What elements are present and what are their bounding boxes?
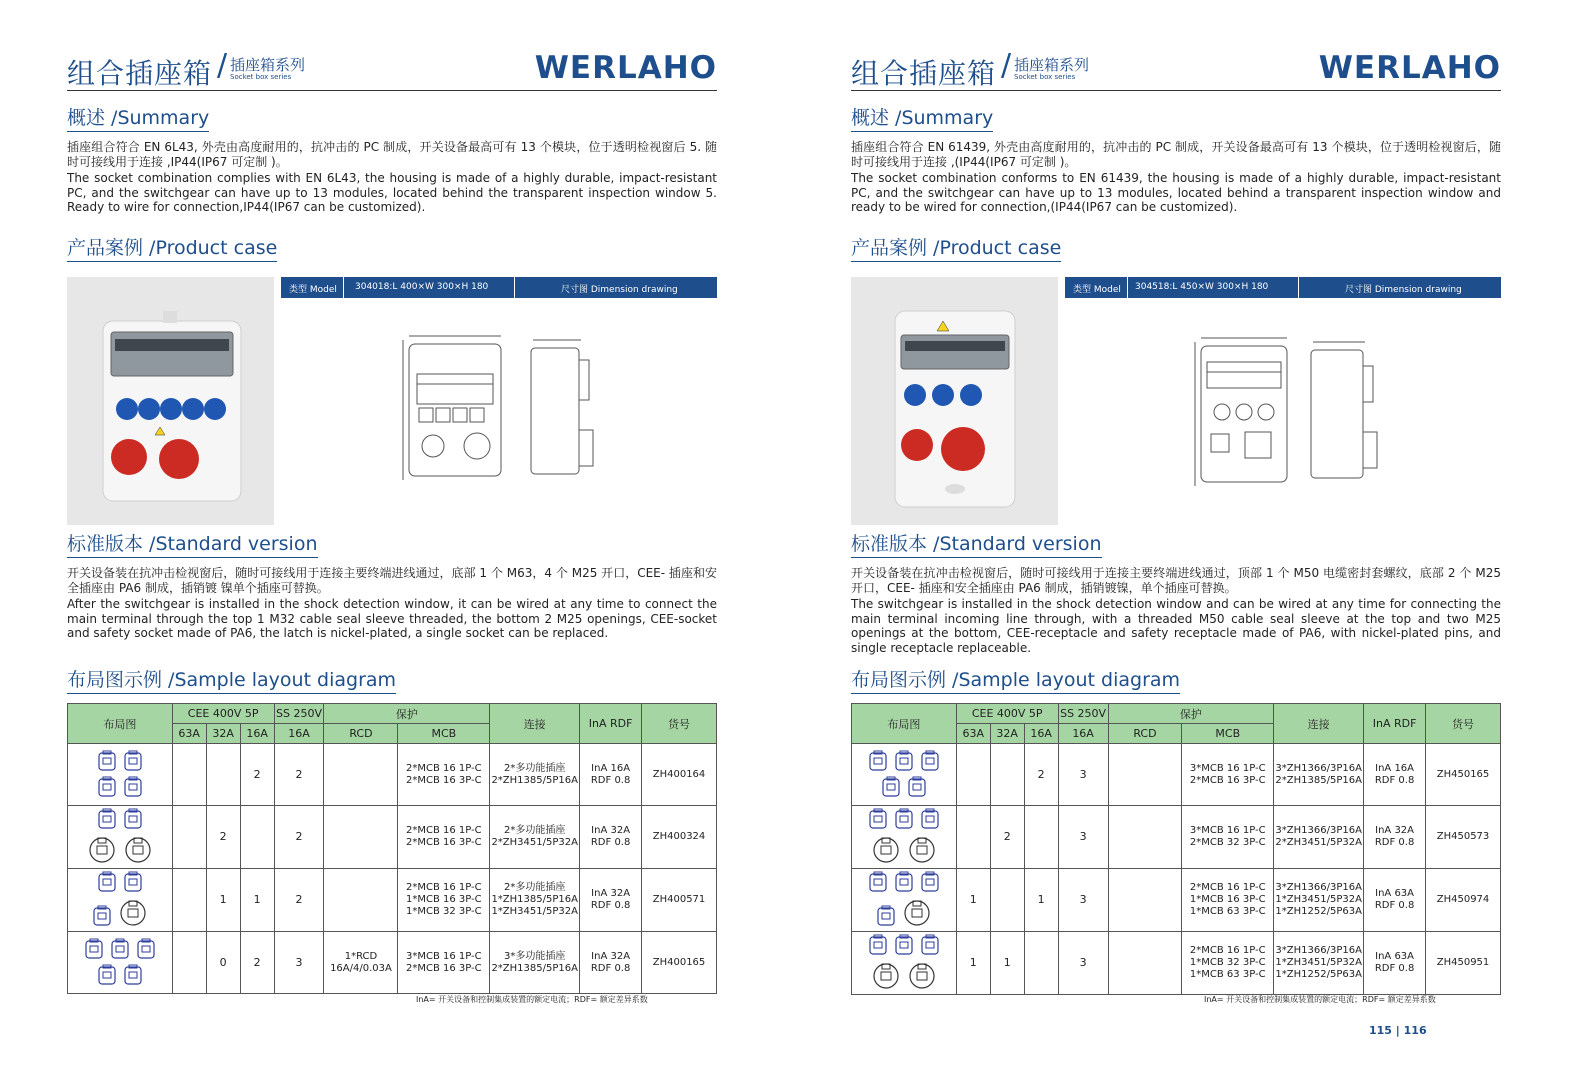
summary-title: 概述 /Summary <box>851 106 993 132</box>
col-63a: 63A <box>172 724 206 744</box>
model-value: 304518:L 450×W 300×H 180 <box>1135 282 1269 292</box>
layout-cell <box>852 806 957 869</box>
header-title: 组合插座箱 <box>851 57 997 90</box>
cell-ina: InA 32A RDF 0.8 <box>1364 806 1426 869</box>
summary-text-en: The socket combination conforms to EN 61439, the housing is made of a highly durable, impact-resistant PC, and the switchgear can have up to 13 modules, located behind a transparent inspection window and ready to be wired for connection,(IP44(IP67 can be customized). <box>851 171 1501 214</box>
schuko-socket-icon <box>920 808 940 830</box>
cell-connect: 3*ZH1366/3P16A 2*ZH1385/5P16A <box>1274 744 1364 806</box>
cell-63a <box>172 806 206 869</box>
cell-ina: InA 32A RDF 0.8 <box>580 932 642 994</box>
cell-16a <box>1024 806 1058 869</box>
cell-ss-16a: 2 <box>274 869 324 932</box>
socket-box-illustration <box>851 277 1058 525</box>
layout-cell <box>852 869 957 932</box>
schuko-socket-icon <box>868 808 888 830</box>
cell-connect: 2*多功能插座 2*ZH1385/5P16A <box>490 744 580 806</box>
table-row <box>68 932 717 994</box>
standard-text-en: The switchgear is installed in the shock detection window and can be wired at any time for connecting the main terminal incoming line through, with a threaded M50 cable seal sleeve at the top and two M25 openings at the bottom, CEE-receptacle and safety receptacle made of PA6, with nickel-plated pins, and single receptacle replaceable. <box>851 597 1501 655</box>
cell-ss-16a: 3 <box>1058 932 1108 995</box>
schuko-socket-icon <box>136 938 156 960</box>
cell-63a <box>172 869 206 932</box>
cell-part: ZH450951 <box>1426 932 1501 995</box>
col-connect: 连接 <box>490 704 580 744</box>
col-rcd: RCD <box>324 724 398 744</box>
cell-rcd: 1*RCD 16A/4/0.03A <box>324 932 398 994</box>
cell-mcb: 2*MCB 16 1P-C 1*MCB 16 3P-C 1*MCB 63 3P-C <box>1182 869 1274 932</box>
col-part: 货号 <box>1426 704 1501 744</box>
table-row <box>852 744 1501 806</box>
page-numbers: 115 | 116 <box>1369 1024 1427 1037</box>
col-cee: CEE 400V 5P <box>956 704 1058 724</box>
layout-cell <box>68 869 173 932</box>
cell-part: ZH450165 <box>1426 744 1501 806</box>
cee-socket-icon <box>123 834 153 864</box>
cell-connect: 3*多功能插座 2*ZH1385/5P16A <box>490 932 580 994</box>
brand-logo: WERLAHO <box>534 50 717 86</box>
schuko-socket-icon <box>123 776 143 798</box>
cell-16a: 2 <box>240 932 274 994</box>
cee-socket-icon <box>871 834 901 864</box>
cell-16a: 2 <box>1024 744 1058 806</box>
cell-mcb: 2*MCB 16 1P-C 1*MCB 32 3P-C 1*MCB 63 3P-C <box>1182 932 1274 995</box>
cell-mcb: 3*MCB 16 1P-C 2*MCB 16 3P-C <box>1182 744 1274 806</box>
dimension-drawing-svg <box>1065 300 1501 525</box>
header-subtitle: 插座箱系列 <box>1014 56 1090 74</box>
summary-text-cn: 插座组合符合 EN 61439, 外壳由高度耐用的，抗冲击的 PC 制成，开关设备最高可有 13 个模块，位于透明检视窗后，随时可接线用于连接 ,(IP44(IP67 可定制 )。 <box>851 140 1501 169</box>
page-header <box>67 46 717 91</box>
cell-part: ZH450573 <box>1426 806 1501 869</box>
schuko-socket-icon <box>92 905 112 927</box>
cell-ss-16a: 2 <box>274 744 324 806</box>
col-mcb: MCB <box>398 724 490 744</box>
footnote: InA= 开关设备和控制集成装置的额定电流；RDF= 额定差异系数 <box>416 995 648 1004</box>
cell-ss-16a: 3 <box>1058 744 1108 806</box>
header-subtitle: 插座箱系列 <box>230 56 306 74</box>
schuko-socket-icon <box>97 750 117 772</box>
schuko-socket-icon <box>920 934 940 956</box>
dimension-label: 尺寸图 Dimension drawing <box>561 285 678 295</box>
cell-32a: 2 <box>990 806 1024 869</box>
dimension-drawing <box>281 300 717 525</box>
schuko-socket-icon <box>894 750 914 772</box>
schuko-socket-icon <box>123 964 143 986</box>
model-label: 类型 Model <box>1073 285 1121 295</box>
cell-63a: 1 <box>956 869 990 932</box>
cee-socket-icon <box>87 834 117 864</box>
col-63a: 63A <box>956 724 990 744</box>
cee-socket-icon <box>907 834 937 864</box>
cell-connect: 2*多功能插座 2*ZH3451/5P32A <box>490 806 580 869</box>
socket-box-illustration <box>67 277 274 525</box>
brand-logo: WERLAHO <box>1318 50 1501 86</box>
cell-32a <box>990 744 1024 806</box>
cell-mcb: 2*MCB 16 1P-C 2*MCB 16 3P-C <box>398 806 490 869</box>
product-case-title: 产品案例 /Product case <box>851 236 1061 262</box>
cell-mcb: 2*MCB 16 1P-C 2*MCB 16 3P-C <box>398 744 490 806</box>
cee-socket-icon <box>902 897 932 927</box>
cell-16a <box>1024 932 1058 995</box>
cell-63a <box>172 932 206 994</box>
col-ina: InA RDF <box>1364 704 1426 744</box>
col-ss: SS 250V <box>274 704 324 724</box>
summary-text-cn: 插座组合符合 EN 6L43, 外壳由高度耐用的，抗冲击的 PC 制成，开关设备最高可有 13 个模块，位于透明检视窗后 5. 随时可接线用于连接 ,IP44(IP67 可定制 )。 <box>67 140 717 169</box>
col-protect: 保护 <box>1108 704 1274 724</box>
cell-16a: 2 <box>240 744 274 806</box>
schuko-socket-icon <box>123 808 143 830</box>
dimension-drawing <box>1065 300 1501 525</box>
col-part: 货号 <box>642 704 717 744</box>
table-row <box>852 806 1501 869</box>
schuko-socket-icon <box>894 808 914 830</box>
col-32a: 32A <box>990 724 1024 744</box>
cell-63a <box>172 744 206 806</box>
summary-title: 概述 /Summary <box>67 106 209 132</box>
cell-ss-16a: 3 <box>1058 869 1108 932</box>
cell-mcb: 3*MCB 16 1P-C 2*MCB 32 3P-C <box>1182 806 1274 869</box>
cell-part: ZH450974 <box>1426 869 1501 932</box>
schuko-socket-icon <box>868 750 888 772</box>
cell-ina: InA 63A RDF 0.8 <box>1364 869 1426 932</box>
model-value: 304018:L 400×W 300×H 180 <box>355 282 489 292</box>
cell-connect: 3*ZH1366/3P16A 1*ZH3451/5P32A 1*ZH1252/5P63A <box>1274 869 1364 932</box>
product-photo <box>851 277 1058 525</box>
cell-rcd <box>1108 806 1182 869</box>
col-layout: 布局图 <box>68 704 173 744</box>
col-cee: CEE 400V 5P <box>172 704 274 724</box>
cell-connect: 2*多功能插座 1*ZH1385/5P16A 1*ZH3451/5P32A <box>490 869 580 932</box>
cell-ina: InA 32A RDF 0.8 <box>580 869 642 932</box>
cell-rcd <box>1108 869 1182 932</box>
table-row <box>68 806 717 869</box>
cell-63a <box>956 744 990 806</box>
cell-mcb: 2*MCB 16 1P-C 1*MCB 16 3P-C 1*MCB 32 3P-C <box>398 869 490 932</box>
model-bar <box>281 277 717 298</box>
cell-32a: 0 <box>206 932 240 994</box>
schuko-socket-icon <box>920 871 940 893</box>
cell-rcd <box>324 806 398 869</box>
col-16a: 16A <box>240 724 274 744</box>
right-page <box>851 0 1501 1076</box>
table-row <box>852 869 1501 932</box>
schuko-socket-icon <box>97 776 117 798</box>
layout-cell <box>852 932 957 995</box>
header-title: 组合插座箱 <box>67 57 213 90</box>
schuko-socket-icon <box>123 871 143 893</box>
cell-63a <box>956 806 990 869</box>
left-page <box>67 0 717 1076</box>
col-32a: 32A <box>206 724 240 744</box>
col-ina: InA RDF <box>580 704 642 744</box>
page-header <box>851 46 1501 91</box>
standard-title: 标准版本 /Standard version <box>67 532 318 558</box>
col-ss-16a: 16A <box>274 724 324 744</box>
standard-text-cn: 开关设备装在抗冲击检视窗后，随时可接线用于连接主要终端进线通过，顶部 1 个 M50 电缆密封套螺纹，底部 2 个 M25 开口，CEE- 插座和安全插座由 PA6 制成，插销镀镍，单个插座可替换。 <box>851 566 1501 595</box>
schuko-socket-icon <box>881 776 901 798</box>
table-row <box>68 869 717 932</box>
col-mcb: MCB <box>1182 724 1274 744</box>
cell-mcb: 3*MCB 16 1P-C 2*MCB 16 3P-C <box>398 932 490 994</box>
cell-ina: InA 16A RDF 0.8 <box>1364 744 1426 806</box>
schuko-socket-icon <box>920 750 940 772</box>
schuko-socket-icon <box>97 964 117 986</box>
cell-32a <box>990 869 1024 932</box>
schuko-socket-icon <box>110 938 130 960</box>
product-photo <box>67 277 274 525</box>
cell-16a: 1 <box>240 869 274 932</box>
schuko-socket-icon <box>97 871 117 893</box>
cee-socket-icon <box>871 960 901 990</box>
schuko-socket-icon <box>123 750 143 772</box>
col-ss-16a: 16A <box>1058 724 1108 744</box>
footnote: InA= 开关设备和控制集成装置的额定电流；RDF= 额定差异系数 <box>1204 995 1436 1004</box>
schuko-socket-icon <box>876 905 896 927</box>
cell-32a: 2 <box>206 806 240 869</box>
cell-ina: InA 32A RDF 0.8 <box>580 806 642 869</box>
model-label: 类型 Model <box>289 285 337 295</box>
cell-part: ZH400164 <box>642 744 717 806</box>
col-rcd: RCD <box>1108 724 1182 744</box>
header-subtitle-en: Socket box series <box>1014 73 1076 81</box>
col-ss: SS 250V <box>1058 704 1108 724</box>
layout-title: 布局图示例 /Sample layout diagram <box>67 668 396 694</box>
col-layout: 布局图 <box>852 704 957 744</box>
col-connect: 连接 <box>1274 704 1364 744</box>
cell-rcd <box>324 744 398 806</box>
cell-ina: InA 63A RDF 0.8 <box>1364 932 1426 995</box>
standard-text-en: After the switchgear is installed in the shock detection window, it can be wired at any time to connect the main terminal through the top 1 M32 cable seal sleeve threaded, the bottom 2 M25 openings, CEE-socket and safety socket made of PA6, the latch is nickel-plated, a single socket can be replaced. <box>67 597 717 640</box>
schuko-socket-icon <box>894 871 914 893</box>
layout-cell <box>68 744 173 806</box>
table-row <box>68 744 717 806</box>
cell-part: ZH400165 <box>642 932 717 994</box>
cell-63a: 1 <box>956 932 990 995</box>
cell-rcd <box>1108 932 1182 995</box>
cee-socket-icon <box>907 960 937 990</box>
layout-cell <box>68 806 173 869</box>
layout-title: 布局图示例 /Sample layout diagram <box>851 668 1180 694</box>
layout-table <box>67 703 717 994</box>
cell-connect: 3*ZH1366/3P16A 2*ZH3451/5P32A <box>1274 806 1364 869</box>
header-slash: / <box>1001 48 1012 83</box>
model-bar <box>1065 277 1501 298</box>
schuko-socket-icon <box>907 776 927 798</box>
standard-title: 标准版本 /Standard version <box>851 532 1102 558</box>
layout-cell <box>68 932 173 994</box>
schuko-socket-icon <box>868 871 888 893</box>
dimension-label: 尺寸图 Dimension drawing <box>1345 285 1462 295</box>
dimension-drawing-svg <box>281 300 717 525</box>
cell-32a <box>206 744 240 806</box>
cell-rcd <box>324 869 398 932</box>
layout-table <box>851 703 1501 995</box>
cell-part: ZH400324 <box>642 806 717 869</box>
cell-connect: 3*ZH1366/3P16A 1*ZH3451/5P32A 1*ZH1252/5P63A <box>1274 932 1364 995</box>
header-subtitle-en: Socket box series <box>230 73 292 81</box>
cell-ss-16a: 3 <box>1058 806 1108 869</box>
layout-cell <box>852 744 957 806</box>
cell-part: ZH400571 <box>642 869 717 932</box>
header-slash: / <box>217 48 228 83</box>
schuko-socket-icon <box>894 934 914 956</box>
schuko-socket-icon <box>84 938 104 960</box>
cell-32a: 1 <box>990 932 1024 995</box>
col-protect: 保护 <box>324 704 490 724</box>
table-row <box>852 932 1501 995</box>
cell-ina: InA 16A RDF 0.8 <box>580 744 642 806</box>
cell-ss-16a: 3 <box>274 932 324 994</box>
summary-text-en: The socket combination complies with EN 6L43, the housing is made of a highly durable, impact-resistant PC, and the switchgear can have up to 13 modules, located behind the transparent inspection window 5. Ready to wire for connection,IP44(IP67 can be customized). <box>67 171 717 214</box>
cell-32a: 1 <box>206 869 240 932</box>
cell-rcd <box>1108 744 1182 806</box>
cell-16a <box>240 806 274 869</box>
cell-ss-16a: 2 <box>274 806 324 869</box>
cell-16a: 1 <box>1024 869 1058 932</box>
cee-socket-icon <box>118 897 148 927</box>
schuko-socket-icon <box>868 934 888 956</box>
schuko-socket-icon <box>97 808 117 830</box>
standard-text-cn: 开关设备装在抗冲击检视窗后，随时可接线用于连接主要终端进线通过，底部 1 个 M63，4 个 M25 开口，CEE- 插座和安全插座由 PA6 制成，插销镀 镍单个插座可替换。 <box>67 566 717 595</box>
product-case-title: 产品案例 /Product case <box>67 236 277 262</box>
col-16a: 16A <box>1024 724 1058 744</box>
